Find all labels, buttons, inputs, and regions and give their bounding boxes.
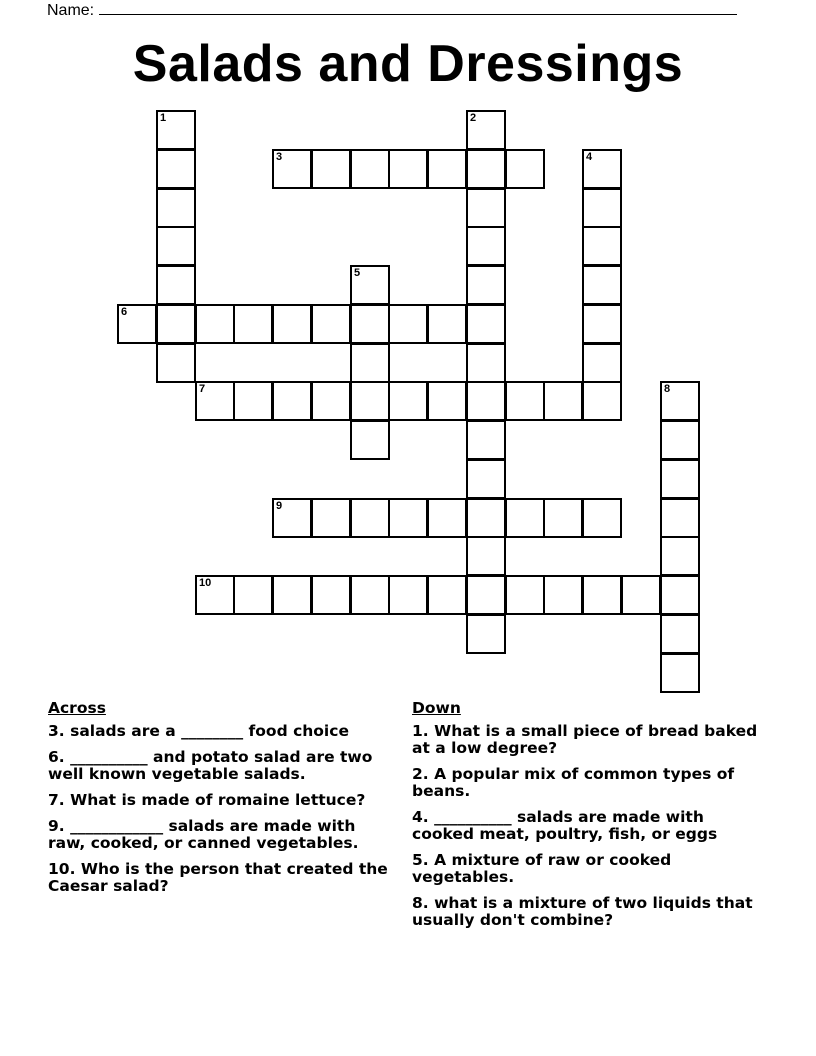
crossword-cell[interactable]: [582, 265, 622, 305]
crossword-cell[interactable]: [466, 498, 506, 538]
crossword-cell[interactable]: [660, 498, 700, 538]
crossword-cell[interactable]: [505, 498, 545, 538]
clue-text: What is a small piece of bread baked at a low degree?: [412, 722, 758, 757]
crossword-cell[interactable]: [388, 304, 428, 344]
across-clue: [48, 749, 393, 783]
crossword-cell[interactable]: [427, 498, 467, 538]
down-clue: [412, 809, 762, 843]
clue-text: __________ and potato salad are two well known vegetable salads.: [48, 748, 373, 783]
crossword-cell[interactable]: [582, 149, 622, 189]
crossword-cell[interactable]: [350, 304, 390, 344]
crossword-cell[interactable]: [660, 653, 700, 693]
crossword-cell[interactable]: [156, 304, 196, 344]
clue-number: 10.: [48, 860, 76, 878]
down-clue: [412, 852, 762, 886]
clue-number: 5.: [412, 851, 429, 869]
clue-text: A popular mix of common types of beans.: [412, 765, 735, 800]
crossword-cell[interactable]: [660, 536, 700, 576]
down-clue: [412, 723, 762, 757]
clue-number: 8.: [412, 894, 429, 912]
crossword-cell[interactable]: [156, 149, 196, 189]
crossword-cell[interactable]: [427, 575, 467, 615]
down-clues: [412, 700, 762, 938]
crossword-cell[interactable]: [195, 304, 235, 344]
across-clues: [48, 700, 393, 904]
crossword-cell[interactable]: [582, 343, 622, 383]
crossword-cell[interactable]: [195, 575, 235, 615]
crossword-cell[interactable]: [466, 226, 506, 266]
down-clue: [412, 895, 762, 929]
crossword-cell[interactable]: [466, 459, 506, 499]
clue-number: 3.: [48, 722, 65, 740]
crossword-cell[interactable]: [272, 304, 312, 344]
clue-number: 6.: [48, 748, 65, 766]
across-clue: [48, 792, 393, 809]
crossword-cell[interactable]: [543, 381, 583, 421]
crossword-cell[interactable]: [582, 381, 622, 421]
cell-number: 6: [121, 306, 128, 318]
clue-text: what is a mixture of two liquids that usually don't combine?: [412, 894, 753, 929]
crossword-cell[interactable]: [117, 304, 157, 344]
cell-number: 1: [160, 112, 167, 124]
crossword-cell[interactable]: [388, 149, 428, 189]
clue-text: salads are a ________ food choice: [70, 722, 349, 740]
crossword-cell[interactable]: [621, 575, 661, 615]
crossword-cell[interactable]: [156, 110, 196, 150]
crossword-cell[interactable]: [311, 575, 351, 615]
cell-number: 7: [199, 383, 206, 395]
crossword-cell[interactable]: [466, 110, 506, 150]
cell-number: 4: [586, 151, 593, 163]
crossword-cell[interactable]: [272, 149, 312, 189]
crossword-cell[interactable]: [466, 343, 506, 383]
crossword-cell[interactable]: [660, 381, 700, 421]
clue-number: 4.: [412, 808, 429, 826]
name-label: Name:: [47, 2, 95, 19]
crossword-cell[interactable]: [350, 498, 390, 538]
clue-text: Who is the person that created the Caesar salad?: [48, 860, 388, 895]
across-clue: [48, 818, 393, 852]
crossword-cell[interactable]: [582, 575, 622, 615]
cell-number: 9: [276, 500, 283, 512]
crossword-cell[interactable]: [466, 188, 506, 228]
crossword-cell[interactable]: [195, 381, 235, 421]
crossword-cell[interactable]: [582, 498, 622, 538]
crossword-cell[interactable]: [466, 149, 506, 189]
crossword-cell[interactable]: [466, 536, 506, 576]
across-heading: Across: [48, 699, 106, 717]
crossword-cell[interactable]: [311, 149, 351, 189]
clue-text: What is made of romaine lettuce?: [70, 791, 366, 809]
down-clue: [412, 766, 762, 800]
cell-number: 2: [470, 112, 477, 124]
crossword-cell[interactable]: [156, 188, 196, 228]
crossword-cell[interactable]: [582, 188, 622, 228]
cell-number: 10: [199, 577, 212, 589]
crossword-cell[interactable]: [466, 381, 506, 421]
clue-text: ____________ salads are made with raw, cooked, or canned vegetables.: [48, 817, 359, 852]
clue-text: __________ salads are made with cooked meat, poultry, fish, or eggs: [412, 808, 718, 843]
crossword-cell[interactable]: [272, 381, 312, 421]
crossword-cell[interactable]: [350, 343, 390, 383]
crossword-cell[interactable]: [427, 149, 467, 189]
crossword-cell[interactable]: [582, 226, 622, 266]
crossword-cell[interactable]: [350, 420, 390, 460]
crossword-cell[interactable]: [466, 614, 506, 654]
cell-number: 5: [354, 267, 361, 279]
crossword-cell[interactable]: [156, 226, 196, 266]
crossword-cell[interactable]: [350, 381, 390, 421]
crossword-cell[interactable]: [233, 381, 273, 421]
crossword-cell[interactable]: [311, 381, 351, 421]
crossword-cell[interactable]: [660, 575, 700, 615]
crossword-cell[interactable]: [156, 343, 196, 383]
cell-number: 8: [664, 383, 671, 395]
crossword-cell[interactable]: [388, 381, 428, 421]
crossword-cell[interactable]: [388, 498, 428, 538]
clue-number: 1.: [412, 722, 429, 740]
clue-number: 9.: [48, 817, 65, 835]
crossword-cell[interactable]: [388, 575, 428, 615]
crossword-cell[interactable]: [350, 265, 390, 305]
crossword-cell[interactable]: [233, 304, 273, 344]
crossword-cell[interactable]: [427, 381, 467, 421]
crossword-cell[interactable]: [233, 575, 273, 615]
crossword-cell[interactable]: [660, 420, 700, 460]
down-heading: Down: [412, 699, 461, 717]
crossword-cell[interactable]: [543, 575, 583, 615]
crossword-cell[interactable]: [156, 265, 196, 305]
crossword-cell[interactable]: [466, 420, 506, 460]
crossword-cell[interactable]: [660, 459, 700, 499]
crossword-cell[interactable]: [311, 304, 351, 344]
crossword-cell[interactable]: [427, 304, 467, 344]
clue-text: A mixture of raw or cooked vegetables.: [412, 851, 672, 886]
crossword-cell[interactable]: [272, 575, 312, 615]
crossword-cell[interactable]: [466, 265, 506, 305]
page-title: Salads and Dressings: [132, 35, 684, 93]
crossword-cell[interactable]: [660, 614, 700, 654]
crossword-cell[interactable]: [311, 498, 351, 538]
crossword-cell[interactable]: [466, 575, 506, 615]
crossword-cell[interactable]: [466, 304, 506, 344]
cell-number: 3: [276, 151, 283, 163]
across-clue: [48, 861, 393, 895]
crossword-cell[interactable]: [543, 498, 583, 538]
crossword-cell[interactable]: [350, 575, 390, 615]
across-clue: [48, 723, 393, 740]
clue-number: 7.: [48, 791, 65, 809]
crossword-cell[interactable]: [505, 575, 545, 615]
crossword-cell[interactable]: [505, 149, 545, 189]
crossword-cell[interactable]: [505, 381, 545, 421]
crossword-cell[interactable]: [582, 304, 622, 344]
crossword-cell[interactable]: [272, 498, 312, 538]
clue-number: 2.: [412, 765, 429, 783]
crossword-cell[interactable]: [350, 149, 390, 189]
